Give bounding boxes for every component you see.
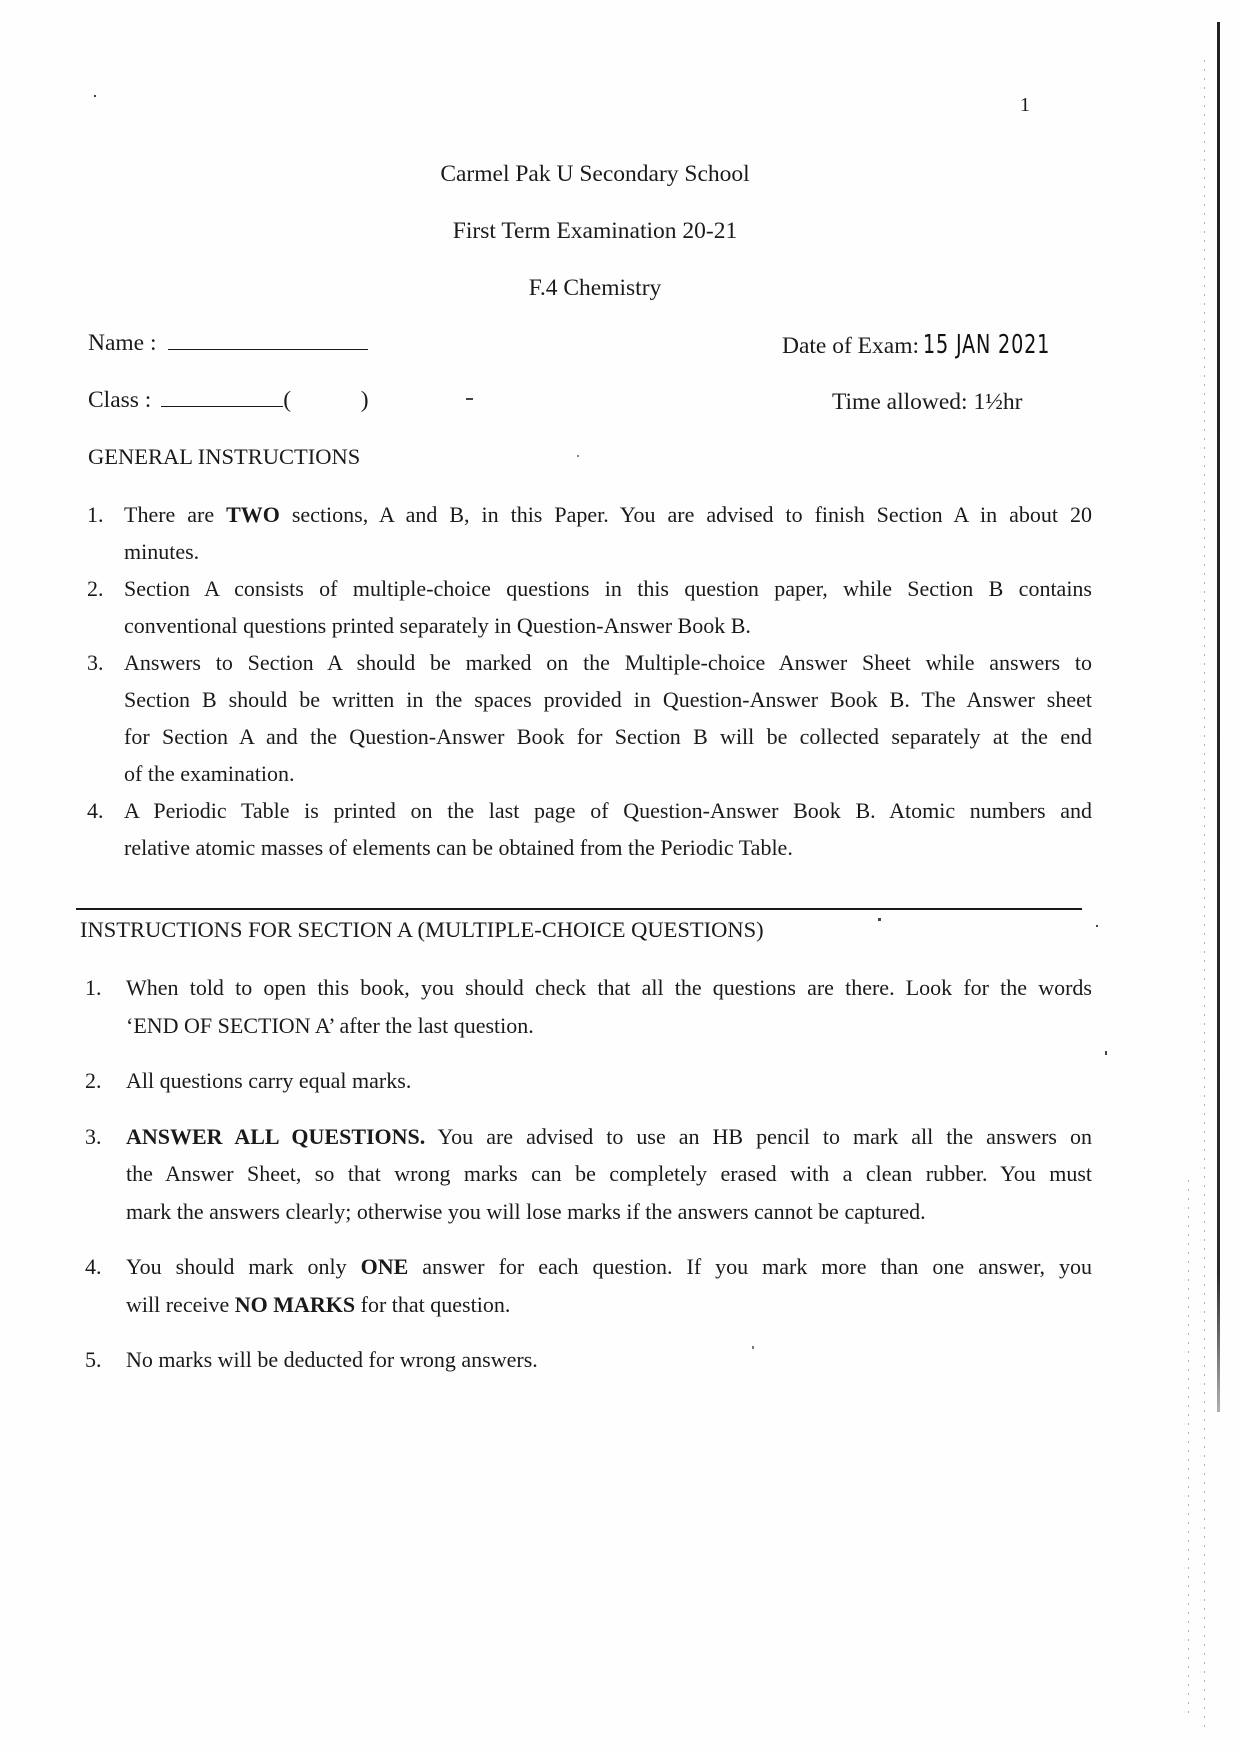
body-text: of the examination. xyxy=(124,761,295,786)
body-text: conventional questions printed separately in Question-Answer Book B. xyxy=(124,613,751,638)
list-item-number: 5. xyxy=(85,1347,102,1372)
list-item-number: 2. xyxy=(87,576,104,601)
list-item-number: 4. xyxy=(87,798,104,823)
section-divider xyxy=(76,908,1082,910)
list-item-line xyxy=(126,1123,1092,1151)
time-allowed xyxy=(832,388,1022,416)
list-item-line xyxy=(124,612,751,640)
class-field xyxy=(88,386,369,414)
list-item-number: 1. xyxy=(87,502,104,527)
body-text: No marks will be deducted for wrong answers. xyxy=(126,1347,538,1372)
emphasis-text: ANSWER ALL QUESTIONS. xyxy=(126,1123,426,1149)
list-item-line xyxy=(126,1012,534,1040)
body-text: for Section A and the Question-Answer Book for Section B will be collected separately at the end xyxy=(124,724,1092,749)
body-text: You should mark only xyxy=(126,1254,361,1279)
list-item-line xyxy=(124,797,1092,825)
scan-noise-line xyxy=(1188,1180,1189,1720)
body-text: There are xyxy=(124,502,227,527)
date-stamp: 15 JAN 2021 xyxy=(923,330,1051,360)
body-text: answer for each question. If you mark more than one answer, you xyxy=(408,1254,1092,1279)
body-text: All questions carry equal marks. xyxy=(126,1068,412,1093)
list-item-number: 2. xyxy=(85,1068,102,1093)
scan-speck xyxy=(878,918,881,921)
school-name: Carmel Pak U Secondary School xyxy=(440,161,750,187)
scan-speck xyxy=(752,1346,754,1349)
list-item-line xyxy=(124,538,199,566)
list-item-number: 1. xyxy=(85,975,102,1000)
name-blank[interactable] xyxy=(168,329,368,350)
subject-title: F.4 Chemistry xyxy=(528,275,662,301)
class-label: Class : xyxy=(88,387,152,413)
list-item-number: 3. xyxy=(87,650,104,675)
list-item-line xyxy=(126,1291,510,1319)
scan-speck xyxy=(1105,1051,1107,1055)
emphasis-text: TWO xyxy=(226,502,280,527)
body-text: sections, A and B, in this Paper. You are advised to finish Section A in about 20 xyxy=(279,502,1092,527)
class-number-open-paren: ( xyxy=(283,387,292,413)
list-item-line xyxy=(124,760,294,788)
list-item-line xyxy=(126,1160,1092,1188)
general-instructions-heading: GENERAL INSTRUCTIONS xyxy=(88,444,361,469)
body-text: Section B should be written in the spaces provided in Question-Answer Book B. The Answer sheet xyxy=(124,687,1092,712)
body-text: mark the answers clearly; otherwise you will lose marks if the answers cannot be captured. xyxy=(126,1198,926,1224)
list-item-line xyxy=(126,1346,538,1374)
list-item-line xyxy=(124,723,1092,751)
emphasis-text: ONE xyxy=(360,1254,409,1279)
scan-speck xyxy=(577,455,579,457)
time-label: Time allowed: xyxy=(832,389,968,415)
list-item-line xyxy=(126,1253,1092,1281)
body-text: will receive xyxy=(126,1291,235,1317)
body-text: ‘END OF SECTION A’ after the last question. xyxy=(126,1012,534,1038)
body-text: A Periodic Table is printed on the last page of Question-Answer Book B. Atomic numbers and xyxy=(124,798,1092,823)
name-field xyxy=(88,329,368,357)
body-text: relative atomic masses of elements can be obtained from the Periodic Table. xyxy=(124,835,793,860)
body-text: Answers to Section A should be marked on the Multiple-choice Answer Sheet while answers to xyxy=(124,650,1092,675)
body-text: Section A consists of multiple-choice questions in this question paper, while Section B contains xyxy=(124,576,1092,601)
list-item-line xyxy=(124,834,793,862)
time-value: 1½hr xyxy=(973,389,1023,415)
body-text: You are advised to use an HB pencil to mark all the answers on xyxy=(425,1123,1092,1149)
class-number-close-paren: ) xyxy=(360,387,369,413)
body-text: When told to open this book, you should check that all the questions are there. Look for the words xyxy=(126,975,1092,1000)
name-label: Name : xyxy=(88,330,157,356)
body-text: for that question. xyxy=(355,1291,511,1317)
scan-speck xyxy=(1096,925,1098,927)
date-label: Date of Exam: xyxy=(782,333,920,359)
emphasis-text: NO MARKS xyxy=(234,1291,356,1317)
scan-speck xyxy=(466,398,473,400)
scan-speck xyxy=(94,95,96,97)
page-number: 1 xyxy=(1020,94,1030,116)
list-item-line xyxy=(124,575,1092,603)
list-item-line xyxy=(124,649,1092,677)
list-item-line xyxy=(124,501,1092,529)
list-item-line xyxy=(126,1198,926,1226)
section-a-heading: INSTRUCTIONS FOR SECTION A (MULTIPLE-CHOICE QUESTIONS) xyxy=(80,917,764,942)
body-text: the Answer Sheet, so that wrong marks can be completely erased with a clean rubber. You must xyxy=(126,1161,1092,1186)
list-item-line xyxy=(124,686,1092,714)
class-blank[interactable] xyxy=(161,386,283,407)
date-of-exam xyxy=(782,331,1078,360)
body-text: minutes. xyxy=(124,539,200,564)
exam-title: First Term Examination 20-21 xyxy=(452,218,738,244)
list-item-number: 4. xyxy=(85,1254,102,1279)
list-item-number: 3. xyxy=(85,1123,102,1149)
scan-noise-line xyxy=(1204,60,1205,1730)
scan-edge-line xyxy=(1217,22,1220,1412)
list-item-line xyxy=(126,1067,411,1095)
list-item-line xyxy=(126,974,1092,1002)
